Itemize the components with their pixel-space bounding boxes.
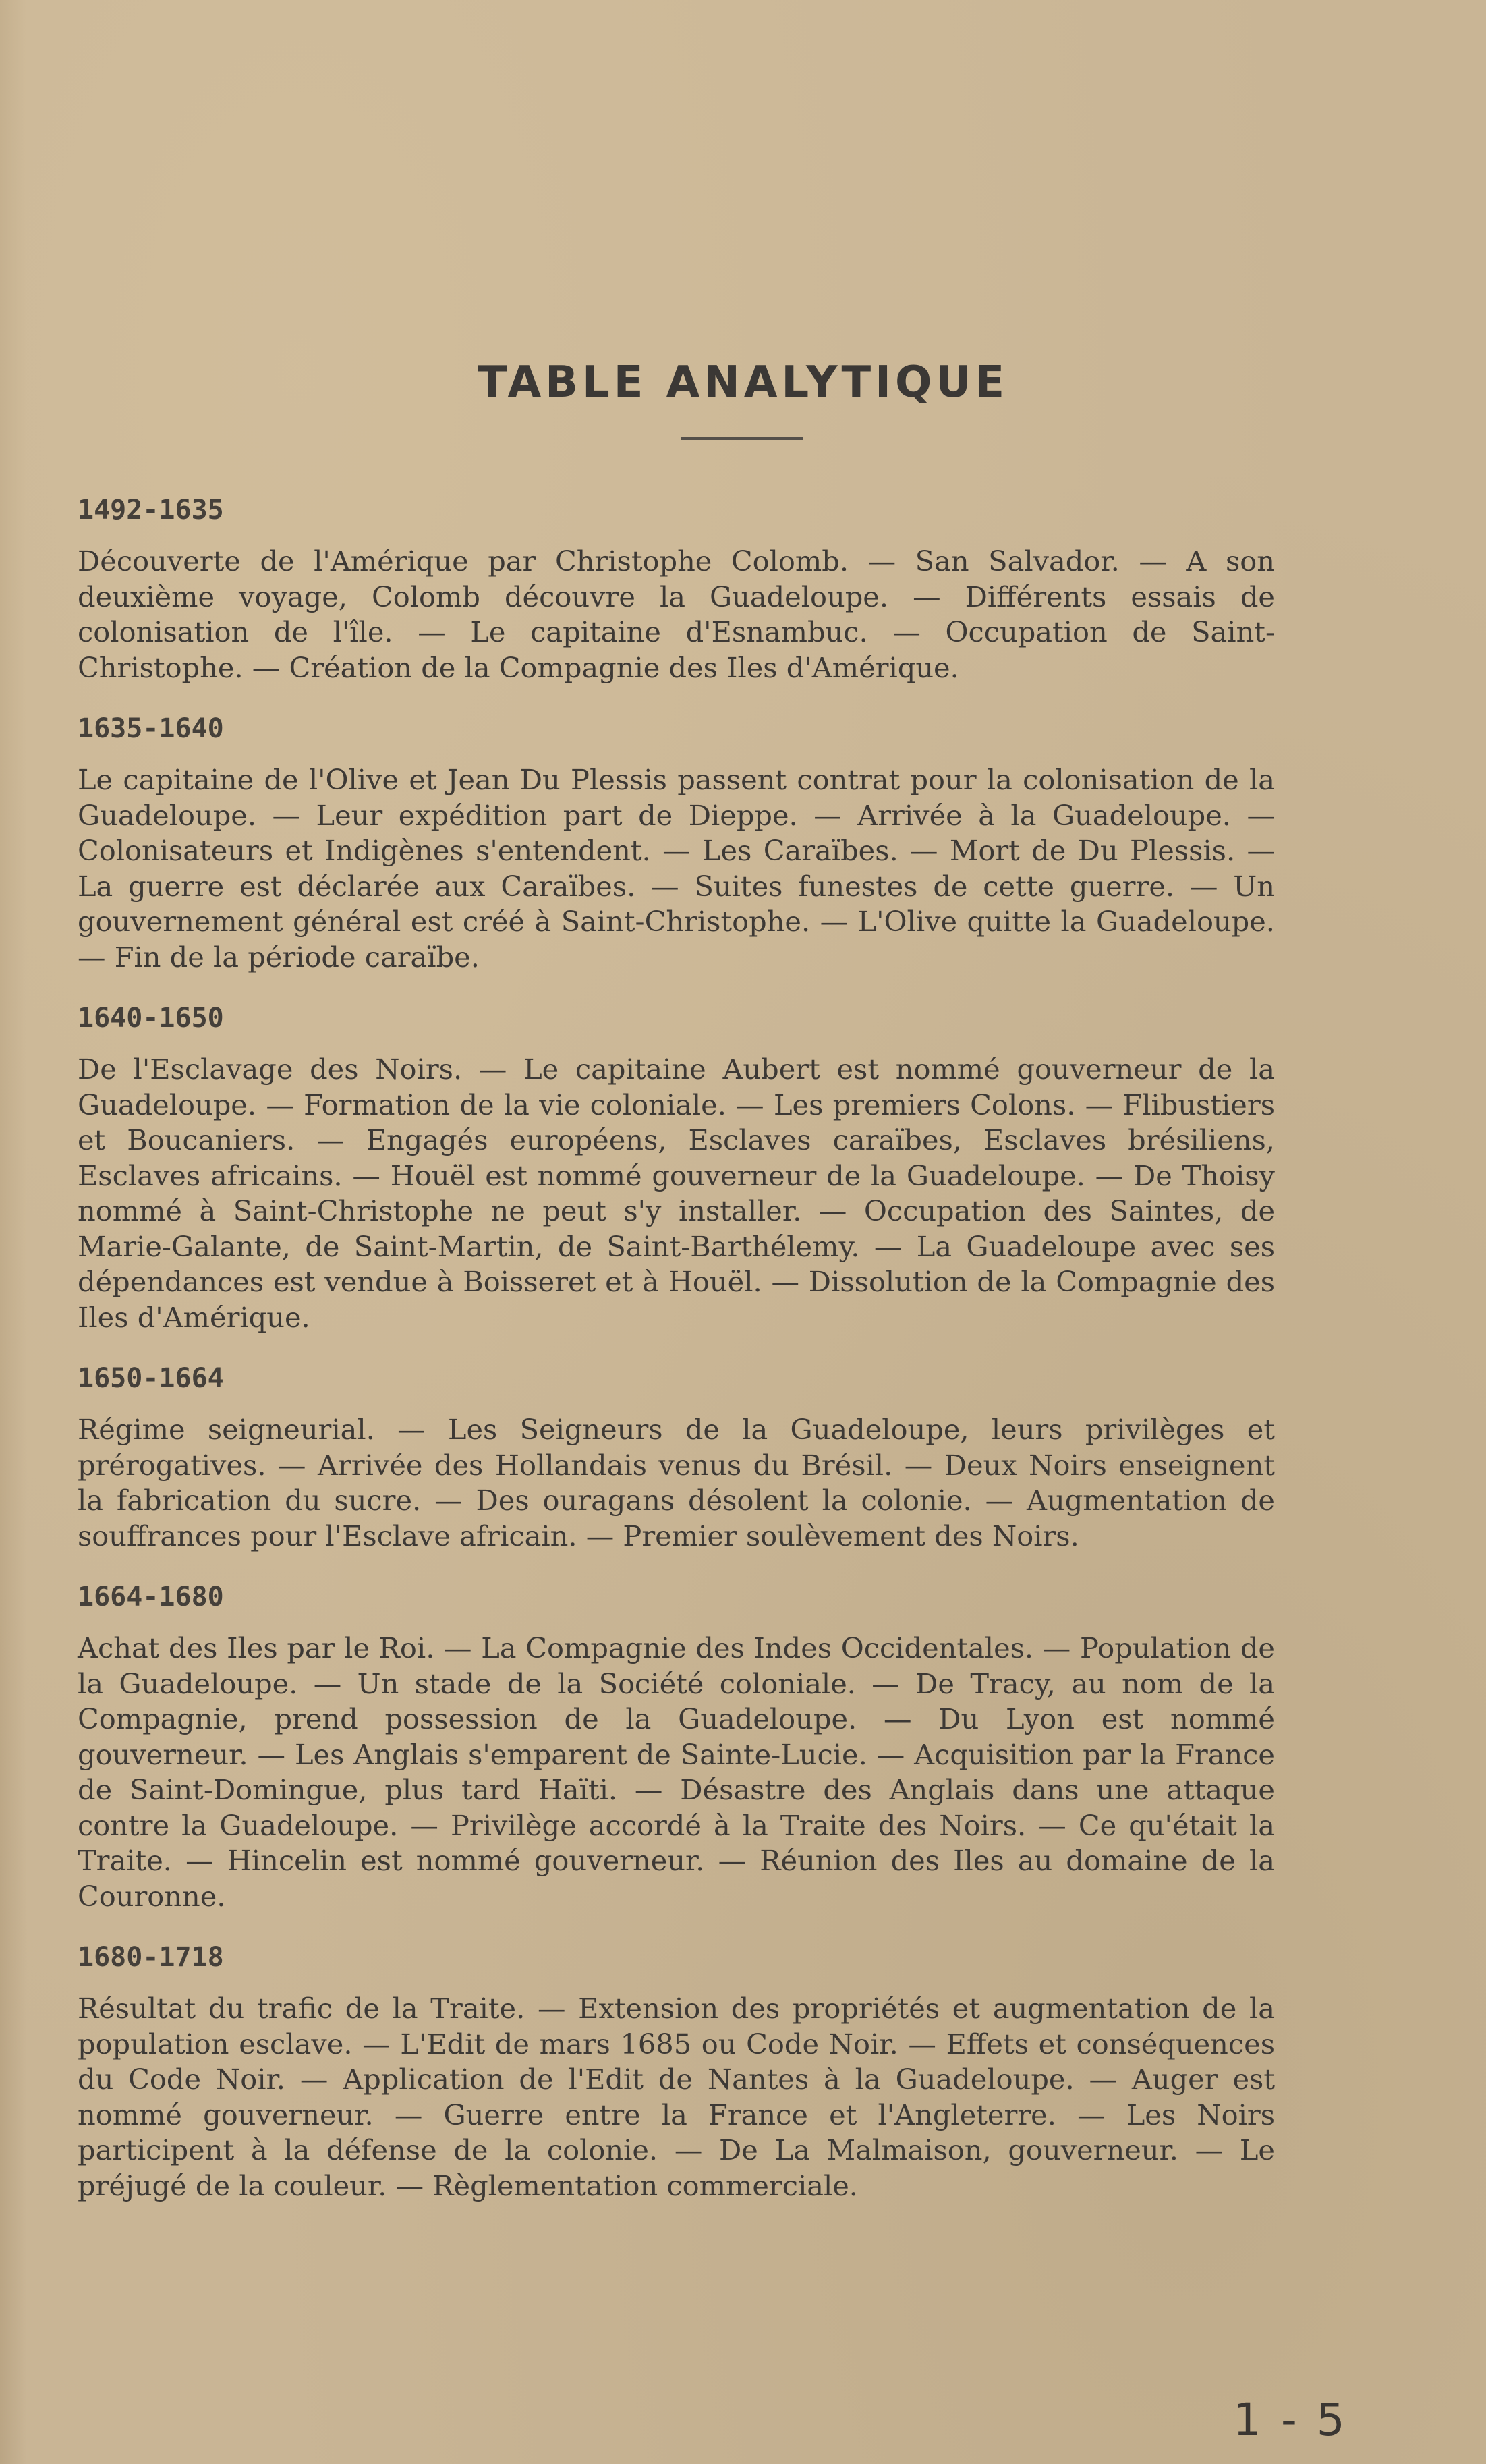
- section-years: 1492-1635: [78, 495, 224, 526]
- section-text: Achat des Iles par le Roi. — La Compagnie des Indes Occidentales. — Population de la Guadeloupe. — Un stade de la Société coloniale. — De Tracy, au nom de la Compagnie, prend possession de la Guadeloupe. — Du Lyon est nommé gouverneur. — Les Anglais s'emparent de Sainte-Lucie. — Acquisition par la France de Saint-Domingue, plus tard Haïti. — Désastre des Anglais dans une attaque contre la Guadeloupe. — Privilège accordé à la Traite des Noirs. — Ce qu'était la Traite. — Hincelin est nommé gouverneur. — Réunion des Iles au domaine de la Couronne.: [78, 1631, 1275, 1913]
- handwritten-page-number: 1 - 5: [1233, 2394, 1348, 2446]
- section-text: Le capitaine de l'Olive et Jean Du Plessis passent contrat pour la colonisation de la Guadeloupe. — Leur expédition part de Dieppe. — Arrivée à la Guadeloupe. — Colonisateurs et Indigènes s'entendent. — Les Caraïbes. — Mort de Du Plessis. — La guerre est déclarée aux Caraïbes. — Suites funestes de cette guerre. — Un gouvernement général est créé à Saint-Christophe. — L'Olive quitte la Guadeloupe. — Fin de la période caraïbe.: [78, 763, 1275, 974]
- analytic-table: [78, 493, 1275, 2204]
- section-years: 1635-1640: [78, 713, 224, 744]
- section-1664-1680: [78, 1579, 1275, 1914]
- section-1650-1664: [78, 1361, 1275, 1554]
- section-years: 1650-1664: [78, 1363, 224, 1394]
- title-rule: [681, 437, 803, 440]
- section-1640-1650: [78, 1001, 1275, 1335]
- section-text: Découverte de l'Amérique par Christophe Colomb. — San Salvador. — A son deuxième voyage, Colomb découvre la Guadeloupe. — Différents essais de colonisation de l'île. — Le capitaine d'Esnambuc. — Occupation de Saint-Christophe. — Création de la Compagnie des Iles d'Amérique.: [78, 544, 1275, 684]
- section-years: 1680-1718: [78, 1942, 224, 1973]
- section-text: Résultat du trafic de la Traite. — Extension des propriétés et augmentation de la population esclave. — L'Edit de mars 1685 ou Code Noir. — Effets et conséquences du Code Noir. — Application de l'Edit de Nantes à la Guadeloupe. — Auger est nommé gouverneur. — Guerre entre la France et l'Angleterre. — Les Noirs participent à la défense de la colonie. — De La Malmaison, gouverneur. — Le préjugé de la couleur. — Règlementation commerciale.: [78, 1992, 1275, 2202]
- section-text: De l'Esclavage des Noirs. — Le capitaine Aubert est nommé gouverneur de la Guadeloupe. — Formation de la vie coloniale. — Les premiers Colons. — Flibustiers et Boucaniers. — Engagés européens, Esclaves caraïbes, Esclaves brésiliens, Esclaves africains. — Houël est nommé gouverneur de la Guadeloupe. — De Thoisy nommé à Saint-Christophe ne peut s'y installer. — Occupation des Saintes, de Marie-Galante, de Saint-Martin, de Saint-Barthélemy. — La Guadeloupe avec ses dépendances est vendue à Boisseret et à Houël. — Dissolution de la Compagnie des Iles d'Amérique.: [78, 1053, 1275, 1334]
- section-1492-1635: [78, 493, 1275, 685]
- page-title: TABLE ANALYTIQUE: [477, 358, 1009, 408]
- section-1680-1718: [78, 1940, 1275, 2204]
- section-years: 1664-1680: [78, 1581, 224, 1613]
- section-years: 1640-1650: [78, 1003, 224, 1034]
- section-text: Régime seigneurial. — Les Seigneurs de la Guadeloupe, leurs privilèges et prérogatives. — Arrivée des Hollandais venus du Brésil. — Deux Noirs enseignent la fabrication du sucre. — Des ouragans désolent la colonie. — Augmentation de souffrances pour l'Esclave africain. — Premier soulèvement des Noirs.: [78, 1413, 1275, 1552]
- section-1635-1640: [78, 711, 1275, 975]
